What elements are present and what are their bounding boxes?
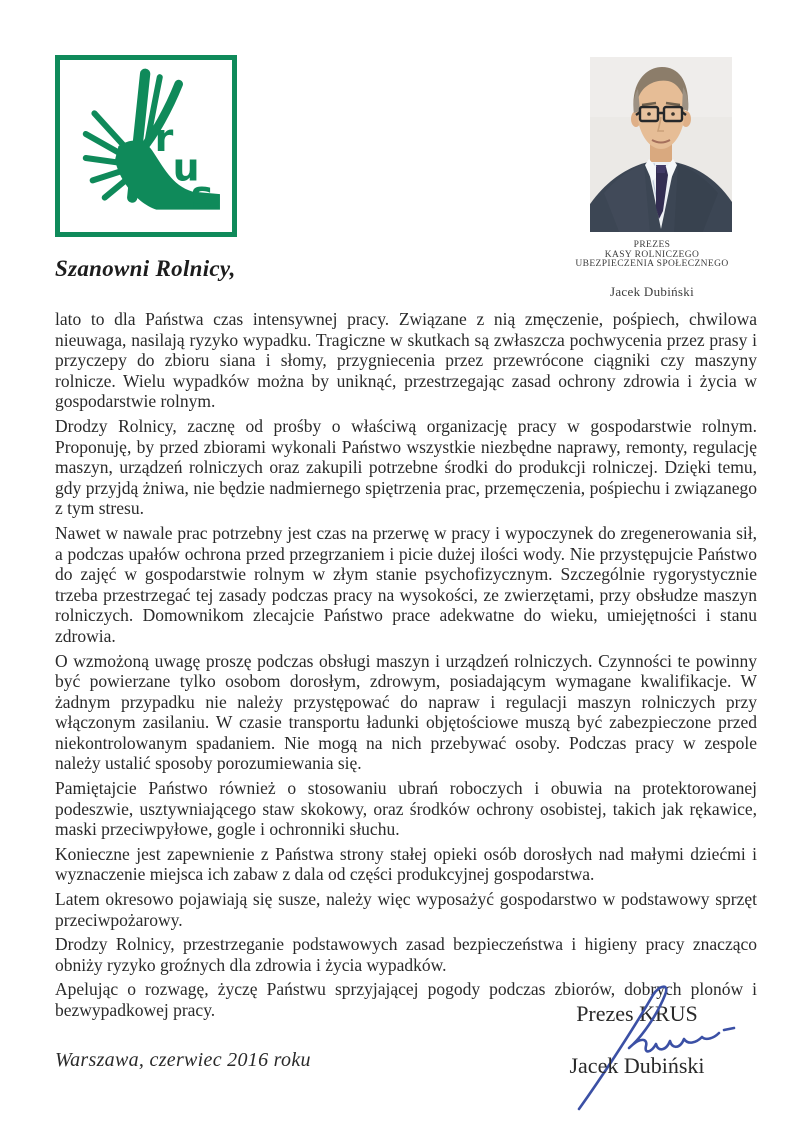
paragraph: Konieczne jest zapewnienie z Państwa strony stałej opieki osób dorosłych nad małymi dziećmi i wyznaczenie miejsca ich zabaw z dala od części produkcyjnej gospodarstwa. [55,843,757,885]
logo-letter-u: u [172,145,200,190]
paragraph: Pamiętajcie Państwo również o stosowaniu ubrań roboczych i obuwia na protektorowanej podeszwie, usztywniającego staw skokowy, oraz środków ochrony osobistej, takich jak rękawice, maski przeciwpyłowe, gogle i ochronniki słuchu. [55,778,757,840]
krus-logo [55,55,237,237]
portrait-photo [590,57,732,232]
logo-letter-s: s [190,172,214,217]
caption-line: PREZES [633,240,671,250]
letter-body [55,309,757,1025]
logo-letter-r: r [154,116,174,161]
caption-line: KASY ROLNICZEGO [604,249,700,260]
paragraph: Drodzy Rolnicy, zacznę od prośby o właściwą organizację pracy w gospodarstwie rolnym. Proponuję, by przed zbiorami wykonali Państwo wszystkie niezbędne naprawy, remonty, regulację maszyn, urządzeń rolniczych oraz zakupili potrzebne środki do produkcji rolniczej. Dzięki temu, gdy przyjdą żniwa, nie będzie nadmiernego spiętrzenia prac, przemęczenia, pośpiechu i związanego z tym stresu. [55,415,757,519]
caption-line: UBEZPIECZENIA SPOŁECZNEGO [575,259,729,269]
portrait-name: Jacek Dubiński [610,284,694,299]
paragraph: Apelując o rozwagę, życzę Państwu sprzyjającej pogody podczas zbiorów, dobrych plonów i bezwypadkowej pracy. [55,979,757,1020]
portrait-caption [520,241,784,270]
paragraph: Drodzy Rolnicy, przestrzeganie podstawowych zasad bezpieczeństwa i higieny pracy znacząco obniży ryzyko groźnych dla zdrowia i życia wypadków. [55,934,757,975]
portrait-photo-icon [590,57,732,232]
signature-title: Prezes KRUS [576,1001,698,1026]
paragraph: Nawet w nawale prac potrzebny jest czas na przerwę w pracy i wypoczynek do zregenerowania sił, a podczas upałów ochrona przed przegrzaniem i picie dużej ilości wody. Nie przystępujcie Państwo do zajęć w gospodarstwie rolnym w złym stanie psychofizycznym. Szczególnie rygorystycznie trzeba przestrzegać tej zasady podczas pracy na wysokości, ze zwierzętami, przy obsłudze maszyn rolniczych. Domownikom zlecajcie Państwo prace adekwatne do wieku, umiejętności i stanu zdrowia. [55,522,757,646]
signatory-name: Jacek Dubiński [569,1053,705,1078]
salutation: Szanowni Rolnicy, [55,256,236,281]
paragraph: lato to dla Państwa czas intensywnej pracy. Związane z nią zmęczenie, pośpiech, chwilowa nieuwaga, nasilają ryzyko wypadku. Tragiczne w skutkach są zwłaszcza pochwycenia przez prasy i przyczepy do zbioru siana i słomy, przygniecenia przez przewrócone ciągniki czy maszyny rolnicze. Wielu wypadków można by uniknąć, przestrzegając zasad ochrony zdrowia i życia w gospodarstwie rolnym. [55,309,757,412]
paragraph: Latem okresowo pojawiają się susze, należy więc wyposażyć gospodarstwo w podstawowy sprzęt przeciwpożarowy. [55,889,757,930]
paragraph: O wzmożoną uwagę proszę podczas obsługi maszyn i urządzeń rolniczych. Czynności te powinny być powierzane tylko osobom dorosłym, zdrowym, posiadającym wymagane kwalifikacje. W żadnym przypadku nie należy przystępować do napraw i regulacji maszyn rolniczych przy włączonym zasilaniu. W czasie transportu ładunki objętościowe muszą być zabezpieczone przed niekontrolowanym spadaniem. Nie mogą na nich przebywać osoby. Podczas pracy w zespole należy ustalić sposoby porozumiewania się. [55,650,757,774]
dateline: Warszawa, czerwiec 2016 roku [55,1049,311,1071]
krus-wheat-sheaf-icon [60,60,232,232]
